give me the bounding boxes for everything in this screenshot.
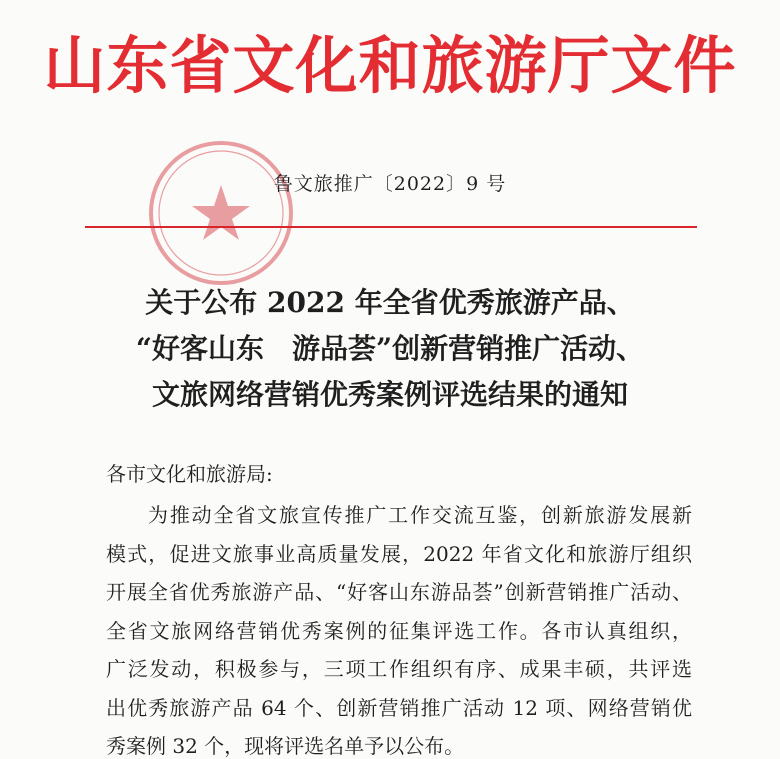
official-seal [145, 137, 297, 289]
body-line: 全省文旅网络营销优秀案例的征集评选工作。各市认真组织， [106, 618, 692, 643]
red-separator-line [85, 226, 697, 228]
notice-title-line-2: “好客山东 游品荟”创新营销推广活动、 [135, 332, 645, 365]
body-line: 秀案例 32 个，现将评选名单予以公布。 [106, 734, 465, 758]
body-line: 模式，促进文旅事业高质量发展，2022 年省文化和旅游厅组织 [106, 541, 692, 566]
body-paragraph [106, 496, 692, 759]
notice-title-line-1: 关于公布 2022 年全省优秀旅游产品、 [145, 286, 635, 319]
notice-title-line-3: 文旅网络营销优秀案例评选结果的通知 [151, 378, 628, 411]
document-header-title: 山东省文化和旅游厅文件 [43, 29, 737, 102]
body-line: 广泛发动，积极参与，三项工作组织有序、成果丰硕，共评选 [106, 657, 692, 681]
notice-title [0, 280, 780, 418]
document-number: 鲁文旅推广〔2022〕9 号 [273, 173, 507, 195]
body-line: 开展全省优秀旅游产品、“好客山东游品荟”创新营销推广活动、 [106, 580, 692, 604]
addressee: 各市文化和旅游局: [106, 462, 273, 486]
body-line: 为推动全省文旅宣传推广工作交流互鉴，创新旅游发展新 [148, 503, 692, 527]
body-line: 出优秀旅游产品 64 个、创新营销推广活动 12 项、网络营销优 [106, 695, 692, 720]
